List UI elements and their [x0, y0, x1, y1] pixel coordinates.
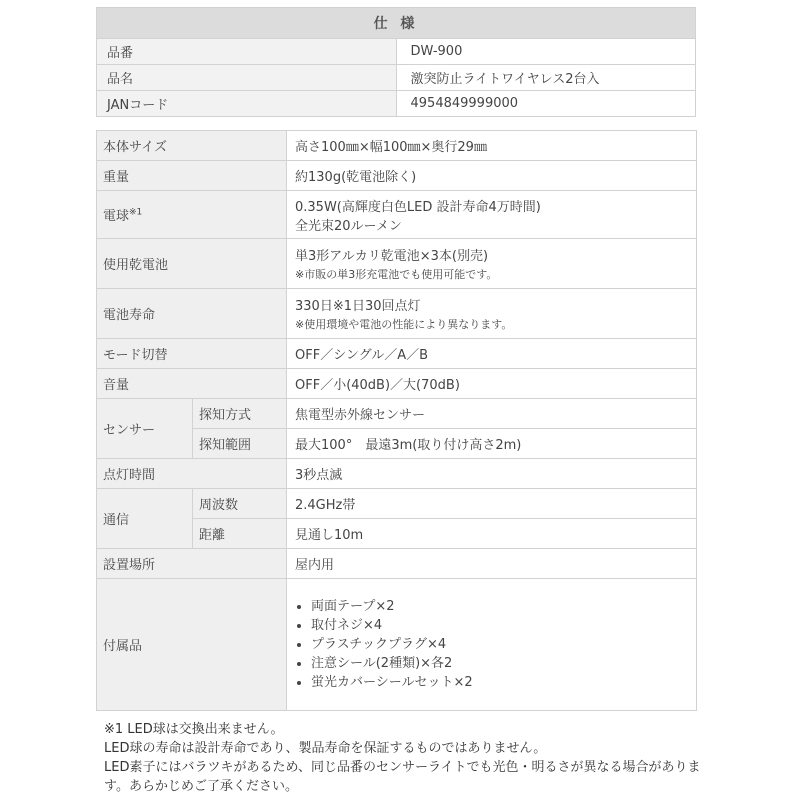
- sensor-range-value: 最大100° 最遠3m(取り付け高さ2m): [287, 429, 697, 459]
- footnote-line: LED球の寿命は設計寿命であり、製品寿命を保証するものではありません。: [104, 741, 547, 756]
- bulb-label: 電球: [103, 209, 130, 224]
- bulb-value-line2: 全光束20ルーメン: [295, 218, 402, 234]
- table-row: [97, 489, 697, 519]
- product-name-label: 品名: [97, 65, 397, 91]
- footnote-line: す。あらかじめご了承ください。: [104, 779, 298, 794]
- accessories-value-cell: [287, 579, 697, 711]
- battery-note: ※市販の単3形充電池でも使用可能です。: [295, 268, 498, 281]
- footnote-line: ※1 LED球は交換出来ません。: [104, 722, 284, 737]
- table-row: [97, 191, 697, 239]
- product-name-value: 激突防止ライトワイヤレス2台入: [396, 65, 696, 91]
- weight-value: 約130g(乾電池除く): [287, 161, 697, 191]
- volume-label: 音量: [97, 369, 287, 399]
- product-number-label: 品番: [97, 39, 397, 65]
- sensor-method-value: 焦電型赤外線センサー: [287, 399, 697, 429]
- lighting-label: 点灯時間: [97, 459, 287, 489]
- battery-label: 使用乾電池: [97, 239, 287, 289]
- accessories-label: 付属品: [97, 579, 287, 711]
- spec-sheet: [96, 7, 696, 711]
- accessories-list: [295, 597, 690, 692]
- mode-label: モード切替: [97, 339, 287, 369]
- table-row: [97, 289, 697, 339]
- list-item: • 両面テープ×2: [311, 597, 690, 616]
- list-item: • 蛍光カバーシールセット×2: [311, 673, 690, 692]
- spec-header-row: [97, 8, 696, 39]
- sensor-method-label: 探知方式: [193, 399, 287, 429]
- sensor-range-label: 探知範囲: [193, 429, 287, 459]
- footnote-line: LED素子にはバラツキがあるため、同じ品番のセンサーライトでも光色・明るさが異なる場合がありま: [104, 760, 701, 775]
- table-row: [97, 161, 697, 191]
- spec-title: 仕 様: [97, 8, 696, 39]
- table-row: [97, 39, 696, 65]
- table-row: [97, 579, 697, 711]
- battery-life-label: 電池寿命: [97, 289, 287, 339]
- battery-value: 単3形アルカリ乾電池×3本(別売): [295, 249, 489, 264]
- table-row: [97, 339, 697, 369]
- spec-table: [96, 130, 697, 711]
- comm-dist-label: 距離: [193, 519, 287, 549]
- table-row: [97, 239, 697, 289]
- battery-life-note: ※使用環境や電池の性能により異なります。: [295, 318, 513, 331]
- table-row: [97, 131, 697, 161]
- table-row: [97, 91, 696, 117]
- table-row: [97, 459, 697, 489]
- battery-life-value-cell: [287, 289, 697, 339]
- battery-value-cell: [287, 239, 697, 289]
- table-row: [97, 549, 697, 579]
- size-label: 本体サイズ: [97, 131, 287, 161]
- sensor-label: センサー: [97, 399, 193, 459]
- mode-value: OFF／シングル／A／B: [287, 339, 697, 369]
- table-row: [97, 65, 696, 91]
- bulb-value-cell: [287, 191, 697, 239]
- table-row: [97, 399, 697, 429]
- bulb-label-cell: [97, 191, 287, 239]
- list-item: • 取付ネジ×4: [311, 616, 690, 635]
- list-item: • プラスチックプラグ×4: [311, 635, 690, 654]
- footnotes: [104, 720, 704, 796]
- volume-value: OFF／小(40dB)／大(70dB): [287, 369, 697, 399]
- lighting-value: 3秒点滅: [287, 459, 697, 489]
- weight-label: 重量: [97, 161, 287, 191]
- comm-freq-label: 周波数: [193, 489, 287, 519]
- bulb-value-line1: 0.35W(高輝度白色LED 設計寿命4万時間): [295, 199, 541, 215]
- jan-code-label: JANコード: [97, 91, 397, 117]
- comm-label: 通信: [97, 489, 193, 549]
- size-value: 高さ100㎜×幅100㎜×奥行29㎜: [287, 131, 697, 161]
- table-row: [97, 369, 697, 399]
- battery-life-value: 330日※1日30回点灯: [295, 299, 421, 314]
- jan-code-value: 4954849999000: [396, 91, 696, 117]
- place-label: 設置場所: [97, 549, 287, 579]
- comm-dist-value: 見通し10m: [287, 519, 697, 549]
- product-number-value: DW-900: [396, 39, 696, 65]
- bulb-footnote-mark: ※1: [129, 207, 143, 218]
- comm-freq-value: 2.4GHz帯: [287, 489, 697, 519]
- basic-info-table: [96, 7, 696, 117]
- place-value: 屋内用: [287, 549, 697, 579]
- list-item: • 注意シール(2種類)×各2: [311, 654, 690, 673]
